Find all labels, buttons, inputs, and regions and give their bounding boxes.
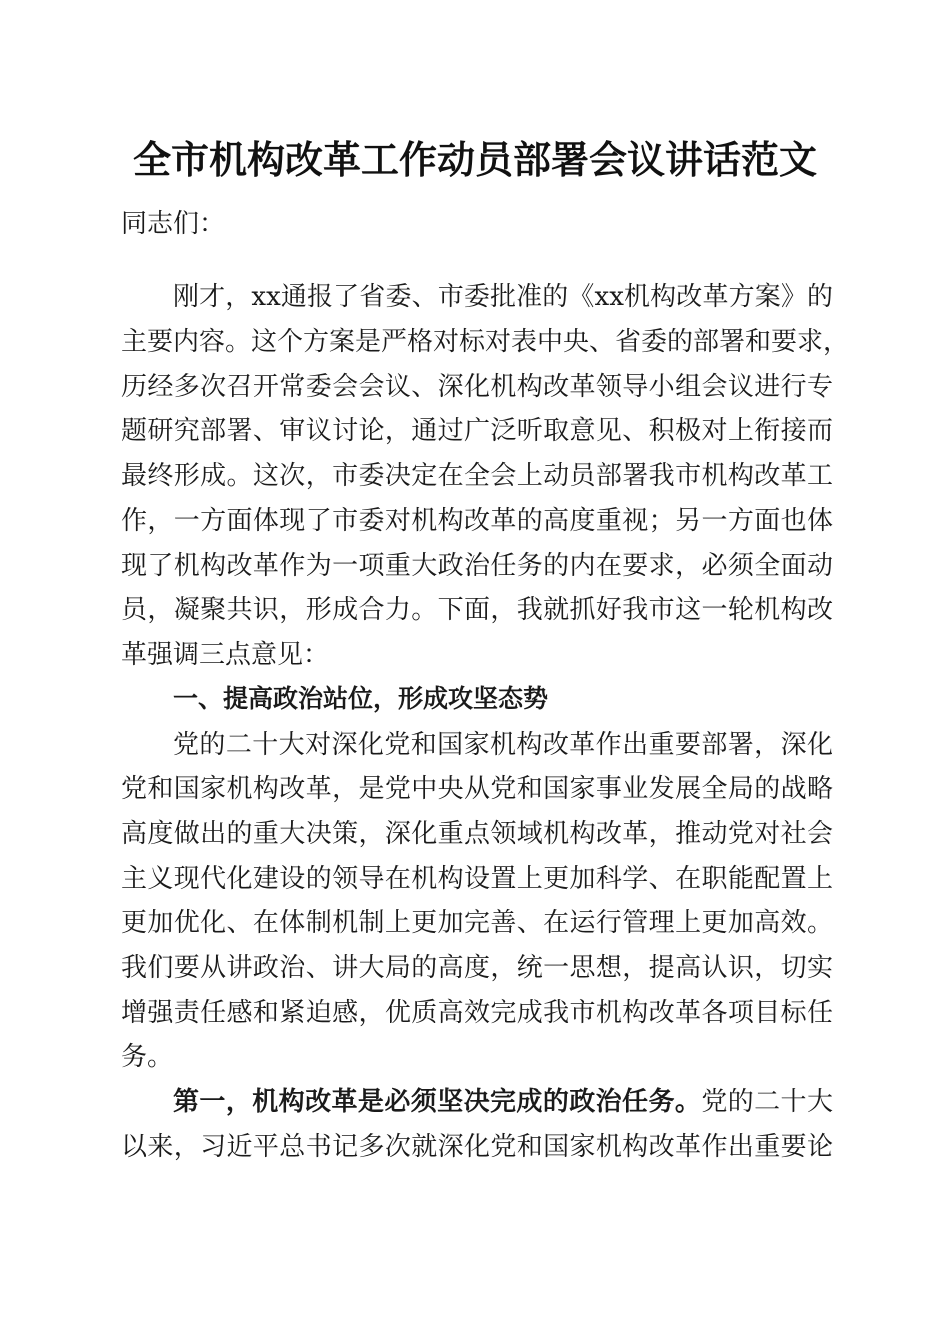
paragraph-line: 作，一方面体现了市委对机构改革的高度重视；另一方面也体	[121, 506, 833, 536]
paragraph-line: 主要内容。这个方案是严格对标对表中央、省委的部署和要求，	[121, 327, 850, 357]
paragraph-lead: 第一，机构改革是必须坚决完成的政治任务。	[173, 1087, 702, 1117]
paragraph-line: 以来，习近平总书记多次就深化党和国家机构改革作出重要论	[121, 1132, 833, 1162]
paragraph-line: 现了机构改革作为一项重大政治任务的内在要求，必须全面动	[121, 551, 833, 581]
paragraph-line: 我们要从讲政治、讲大局的高度，统一思想，提高认识，切实	[121, 953, 833, 983]
paragraph-lead-rest: 党的二十大	[701, 1087, 833, 1117]
paragraph-line: 党和国家机构改革，是党中央从党和国家事业发展全局的战略	[121, 774, 833, 804]
paragraph-line: 务。	[121, 1042, 174, 1072]
paragraph-line: 增强责任感和紧迫感，优质高效完成我市机构改革各项目标任	[121, 998, 833, 1028]
paragraph-line: 主义现代化建设的领导在机构设置上更加科学、在职能配置上	[121, 864, 833, 894]
paragraph-line: 刚才，xx通报了省委、市委批准的《xx机构改革方案》的	[173, 282, 833, 312]
paragraph-line: 员，凝聚共识，形成合力。下面，我就抓好我市这一轮机构改	[121, 595, 833, 625]
section-heading: 一、提高政治站位，形成攻坚态势	[173, 684, 549, 713]
paragraph-line: 党的二十大对深化党和国家机构改革作出重要部署，深化	[173, 730, 833, 760]
paragraph-line: 高度做出的重大决策，深化重点领域机构改革，推动党对社会	[121, 819, 833, 849]
paragraph-line: 题研究部署、审议讨论，通过广泛听取意见、积极对上衔接而	[121, 416, 833, 446]
document-title: 全市机构改革工作动员部署会议讲话范文	[132, 137, 817, 182]
paragraph-line: 更加优化、在体制机制上更加完善、在运行管理上更加高效。	[121, 908, 833, 938]
paragraph-line: 最终形成。这次，市委决定在全会上动员部署我市机构改革工	[121, 461, 833, 491]
paragraph-line	[173, 1086, 833, 1118]
paragraph-line: 革强调三点意见：	[121, 640, 330, 670]
paragraph-line: 历经多次召开常委会会议、深化机构改革领导小组会议进行专	[121, 372, 833, 402]
salutation: 同志们：	[121, 209, 226, 239]
